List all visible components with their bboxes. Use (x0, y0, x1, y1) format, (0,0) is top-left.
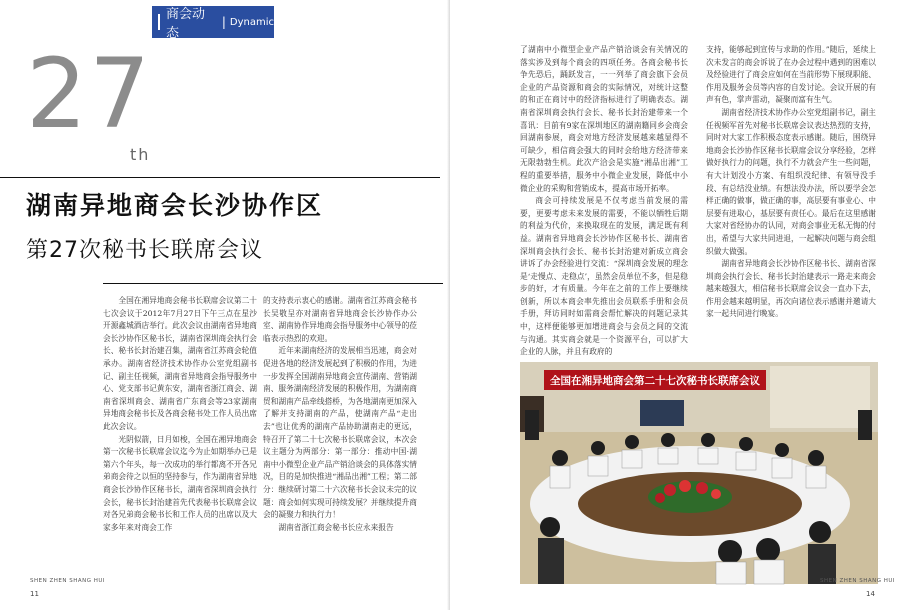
paragraph: 湖南省异地商会长沙协作区秘书长、湖南省深圳商会执行会长、秘书长封治建表示一路走来商会越来越强大，相信秘书长联席会议会一直办下去，作用会越来越明显，再次向诸位表示感谢并邀请大家一起共同进行晚宴。 (706, 259, 876, 319)
paragraph: 光阴似箭，日月如梭，全国在湘异地商会第一次秘书长联席会议迄今为止如期举办已是第六个年头，每一次成功的举行都离不开各兄弟商会待之以恒的坚持参与，作为湖南省异地商会长沙协作区秘书长，湖南省深圳商会执行会长，秘书长封治建首先代表秘书长联席会议对各兄弟商会秘书长和工作人员的出席以及大家多年来对商会工作 (103, 434, 257, 532)
tab-bar-marker (158, 14, 160, 30)
paragraph: 近年来湖南经济的发展相当迅速，商会对促进各地的经济发展起到了积极的作用，为进一步发挥全国湖南异地商会宣传湖南、营销湖南、服务湖南经济发展的积极作用，为湖南商贸和湖南产品牵线搭桥，为各地湖南更加深入了解并支持湖南的产品，使湖南产品“走出去”也让优秀的湖南产品协助湖南走的更远，特召开了第二十七次秘书长联席会议，本次会议主题分为两部分：第一部分：推动中国·湖南中小微型企业产品产销洽谈会的具体落实情况，目的是加快推进“湘品出湘”工程；第二部分：继续研讨第二十六次秘书长会议未完的议题：商会如何实现可持续发展？并继续提升商会的凝聚力和执行力！ (263, 346, 417, 520)
paragraph: 了湖南中小微型企业产品产销洽谈会有关情况的落实涉及到每个商会的四项任务。各商会秘书长争先恐后，踊跃发言，一一列举了商会旗下会员企业的产品资源和商会的实际情况，对统计这整的和正在商讨中的经济指标进行了明确表态。湖南省深圳商会执行会长、秘书长封治建带来一个喜讯：目前有9家在深圳地区的湖南籍同乡会商会回湖南参展，商会对地方经济发展越来越显得不可缺少，相信商会强大的同时会给地方经济带来无限勃勃生机。此次产洽会是实施“湘品出湘”工程的重要举措，服务中小微企业发展，降低中小微企业的采购和营销成本，提高市场开拓率。 (520, 45, 688, 193)
paragraph: 商会可持续发展是不仅考虑当前发展的需要，更要考虑未来发展的需要，不能以牺牲后期的利益为代价，来换取现在的发展，满足既有利益。湖南省异地商会长沙协作区秘书长、湖南省深圳商会执行会长、秘书长封治建对新成立商会讲诉了办会经验进行交流：“深圳商会发展的理念是‘走慢点、走稳点’，虽然会员单位不多，但是稳步的好，才有质量。今年在之前的工作上要继续创新，所以本商会率先推出会员联系手册和会员手册，拜访同时如需商会帮忙解决的问题记录其中，这样便能够更加增进商会与会员之间的交流与沟通。其实商会就是一个资源平台，可以扩大企业的人脉，并且有政府的 (520, 196, 688, 357)
title-rule-top (0, 177, 440, 178)
paragraph: 的支持表示衷心的感谢。湖南省江苏商会秘书长吴敬呈亦对湖南省异地商会长沙协作办公室、湖南协作异地商会指导服务中心领导的莅临表示热烈的欢迎。 (263, 296, 417, 343)
article-column-2 (263, 295, 417, 595)
issue-number: 27 (26, 38, 153, 150)
paragraph: 湖南省经济技术协作办公室党组副书记，副主任视频军首先对秘书长联席会议表达热烈的支持，同时对大家工作积极态度表示感谢。随后，围绕异地商会长沙协作区秘书长联席会议分享经验，怎样做好执行力的问题，执行不力就会产生一些问题，有大计划没小方案、有组织没纪律、有领导没手段、有总结没业绩。有想法没办法，所以要学会怎样正确的做事，做正确的事，高层要有事业心、中层要有进取心，基层要有责任心。最后在这里感谢大家对省经协办的认同，对商会事业无私无悔的付出，希望与大家共同进退，一起解决问题与商会组织做大做强。 (706, 107, 876, 256)
paragraph: 湖南省浙江商会秘书长应永来报告 (278, 522, 394, 532)
section-name-cn: 商会动态 (166, 7, 206, 41)
footer-brand-right: SHEN ZHEN SHANG HUI (820, 578, 896, 584)
issue-suffix: th (130, 145, 151, 164)
article-column-3 (520, 44, 688, 357)
article-subtitle: 第27次秘书长联席会议 (26, 238, 263, 263)
page-number-left: 11 (30, 590, 39, 598)
meeting-photo (520, 362, 878, 584)
article-column-4 (706, 44, 876, 349)
section-separator: | (221, 15, 226, 29)
paragraph: 全国在湘异地商会秘书长联席会议第二十七次会议于2012年7月27日下午三点在星沙开源鑫城酒店举行。此次会议由湖南省异地商会长沙协作区秘书长，湖南省深圳商会执行会长、秘书长封治建召集，湖南省江苏商会轮值承办。湖南省经济技术协作办公室党组副书记、副主任视频，湖南省异地商会指导服务中心、党支部书记黄东安，湖南省浙江商会、湖南省深圳商会、湖南省广东商会等23家湖南异地商会秘书长及各商会秘书处工作人员出席此次会议。 (103, 296, 257, 431)
photo-banner: 全国在湘异地商会第二十七次秘书长联席会议 (550, 375, 760, 387)
page-number-right: 14 (866, 590, 875, 598)
title-rule-bottom (103, 283, 443, 284)
section-name-en: Dynamic (229, 16, 274, 28)
paragraph: 支持，能够起到宣传与求助的作用。”随后，延续上次未发言的商会诉说了在办会过程中遇到的困难以及经验进行了商会应如何在当前形势下展现职能、作用及服务会员等内容的自发讨论。会议开展的有声有色，掌声雷动，凝聚而富有生气。 (706, 45, 876, 105)
article-column-1 (103, 295, 257, 595)
section-tab (152, 6, 274, 41)
meeting-photo-illustration (520, 362, 878, 584)
footer-brand-left: SHEN ZHEN SHANG HUI (30, 578, 106, 584)
article-title: 湖南异地商会长沙协作区 (26, 191, 324, 220)
